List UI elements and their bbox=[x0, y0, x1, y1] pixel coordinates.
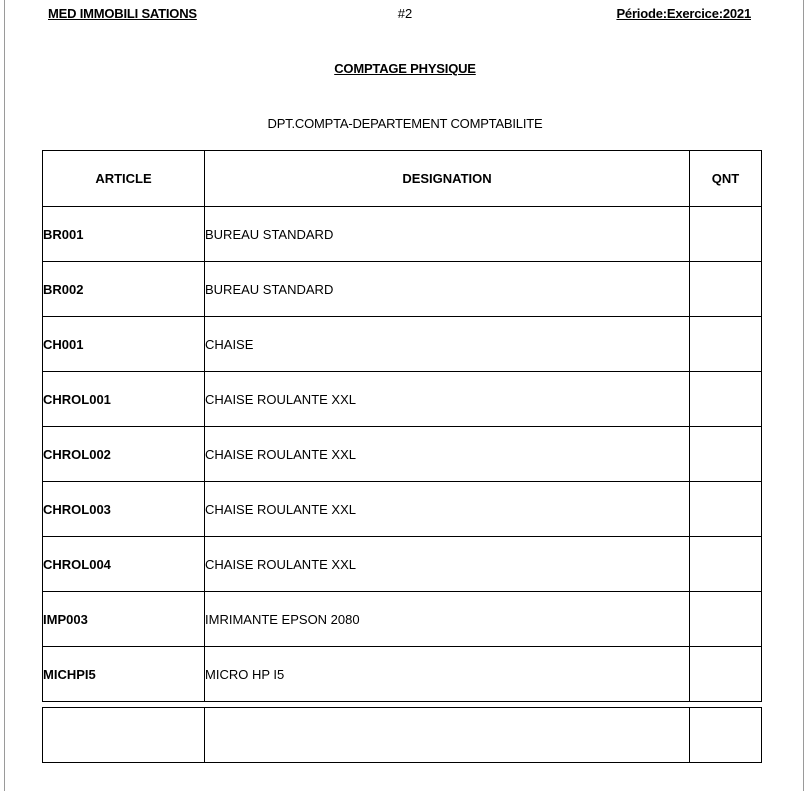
blank-article-cell bbox=[43, 708, 205, 763]
column-header-qnt: QNT bbox=[690, 151, 762, 207]
blank-footer-row-table bbox=[42, 707, 762, 763]
article-cell: CHROL003 bbox=[43, 482, 205, 537]
blank-row bbox=[43, 708, 762, 763]
qnt-cell bbox=[690, 207, 762, 262]
designation-cell: IMRIMANTE EPSON 2080 bbox=[205, 592, 690, 647]
period-label: Période:Exercice:2021 bbox=[616, 6, 751, 21]
table-row bbox=[43, 262, 762, 317]
report-title: COMPTAGE PHYSIQUE bbox=[334, 61, 476, 76]
table-row bbox=[43, 372, 762, 427]
qnt-cell bbox=[690, 482, 762, 537]
qnt-cell bbox=[690, 372, 762, 427]
article-cell: MICHPI5 bbox=[43, 647, 205, 702]
designation-cell: MICRO HP I5 bbox=[205, 647, 690, 702]
article-cell: BR001 bbox=[43, 207, 205, 262]
table-row bbox=[43, 317, 762, 372]
qnt-cell bbox=[690, 262, 762, 317]
article-cell: CH001 bbox=[43, 317, 205, 372]
blank-qnt-cell bbox=[690, 708, 762, 763]
article-cell: CHROL001 bbox=[43, 372, 205, 427]
table-row bbox=[43, 647, 762, 702]
qnt-cell bbox=[690, 592, 762, 647]
page-number: #2 bbox=[397, 6, 413, 21]
designation-cell: CHAISE ROULANTE XXL bbox=[205, 537, 690, 592]
blank-designation-cell bbox=[205, 708, 690, 763]
column-header-article: ARTICLE bbox=[43, 151, 205, 207]
inventory-table bbox=[42, 150, 762, 702]
designation-cell: BUREAU STANDARD bbox=[205, 207, 690, 262]
article-cell: CHROL002 bbox=[43, 427, 205, 482]
qnt-cell bbox=[690, 427, 762, 482]
column-header-designation: DESIGNATION bbox=[205, 151, 690, 207]
designation-cell: CHAISE ROULANTE XXL bbox=[205, 482, 690, 537]
company-name: MED IMMOBILI SATIONS bbox=[48, 6, 197, 21]
designation-cell: CHAISE bbox=[205, 317, 690, 372]
article-cell: CHROL004 bbox=[43, 537, 205, 592]
table-row bbox=[43, 592, 762, 647]
table-row bbox=[43, 207, 762, 262]
table-header-row bbox=[43, 151, 762, 207]
designation-cell: CHAISE ROULANTE XXL bbox=[205, 372, 690, 427]
table-row bbox=[43, 427, 762, 482]
article-cell: BR002 bbox=[43, 262, 205, 317]
table-row bbox=[43, 537, 762, 592]
qnt-cell bbox=[690, 317, 762, 372]
qnt-cell bbox=[690, 537, 762, 592]
designation-cell: CHAISE ROULANTE XXL bbox=[205, 427, 690, 482]
qnt-cell bbox=[690, 647, 762, 702]
article-cell: IMP003 bbox=[43, 592, 205, 647]
table-row bbox=[43, 482, 762, 537]
designation-cell: BUREAU STANDARD bbox=[205, 262, 690, 317]
department-label: DPT.COMPTA-DEPARTEMENT COMPTABILITE bbox=[267, 116, 543, 131]
